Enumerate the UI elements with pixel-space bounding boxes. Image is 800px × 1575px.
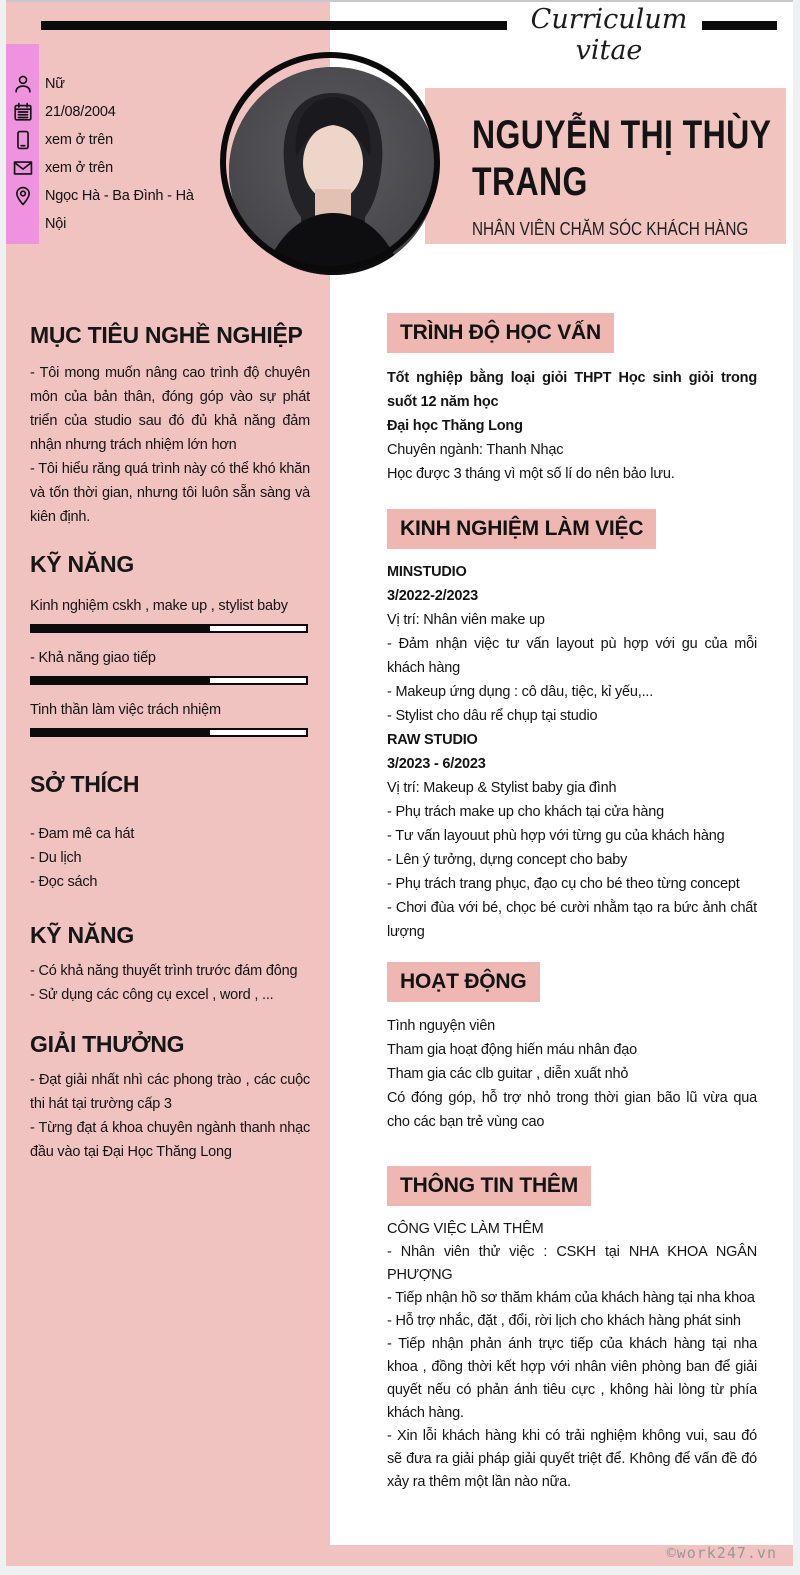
section-heading-objective: MỤC TIÊU NGHỀ NGHIỆP — [30, 322, 303, 348]
contact-address: Ngọc Hà - Ba Đình - Hà Nội — [45, 188, 194, 232]
additional-line: - Tiếp nhận phản ánh trực tiếp của khách hàng tại nha khoa , đồng thời kết hợp với nhân viên phòng ban để giải quyết nếu có phản ánh tiêu cực , không hài lòng từ phía khách hàng. — [387, 1336, 757, 1421]
right-column — [387, 313, 757, 1494]
objective-text — [30, 361, 310, 529]
contact-email: xem ở trên — [45, 160, 113, 176]
person-name-line2: TRANG — [472, 160, 588, 204]
additional-subheading: CÔNG VIỆC LÀM THÊM — [387, 1221, 544, 1237]
contact-row-phone — [6, 126, 236, 154]
activities-section — [387, 1014, 757, 1134]
skill-label: - Khả năng giao tiếp — [30, 650, 156, 666]
experience-period: 3/2022-2/2023 — [387, 588, 478, 604]
skill-bar-fill — [32, 678, 210, 683]
hobby-item: - Đọc sách — [30, 874, 98, 890]
additional-line: - Tiếp nhận hồ sơ thăm khám của khách hàng tại nha khoa — [387, 1290, 755, 1306]
activity-line: Tham gia hoạt động hiến máu nhân đạo — [387, 1042, 637, 1058]
section-heading-experience: KINH NGHIỆM LÀM VIỆC — [387, 509, 656, 549]
skill-bar-fill — [32, 626, 210, 631]
contact-row-gender — [6, 70, 236, 98]
cv-document — [6, 0, 793, 1566]
contact-row-address — [6, 182, 236, 238]
experience-detail: - Tư vấn layouut phù hợp với từng gu của khách hàng — [387, 828, 725, 844]
section-heading-education: TRÌNH ĐỘ HỌC VẤN — [387, 313, 614, 353]
skill-label: Kinh nghiệm cskh , make up , stylist baby — [30, 598, 288, 614]
experience-company: MINSTUDIO — [387, 564, 467, 580]
section-heading-skill-bars: KỸ NĂNG — [30, 551, 134, 577]
education-line: Đại học Thăng Long — [387, 418, 523, 434]
skill-bar — [30, 676, 308, 685]
activity-line: Có đóng góp, hỗ trợ nhỏ trong thời gian bão lũ vừa qua cho các bạn trẻ vùng cao — [387, 1090, 757, 1130]
experience-detail: - Chơi đùa với bé, chọc bé cười nhằm tạo ra bức ảnh chất lượng — [387, 900, 757, 940]
skill-label: Tinh thần làm việc trách nhiệm — [30, 702, 221, 718]
contact-phone: xem ở trên — [45, 132, 113, 148]
experience-detail: Vị trí: Makeup & Stylist baby gia đình — [387, 780, 617, 796]
experience-detail: Vị trí: Nhân viên make up — [387, 612, 545, 628]
hobby-item: - Đam mê ca hát — [30, 826, 135, 842]
experience-detail: - Phụ trách trang phục, đạo cụ cho bé theo từng concept — [387, 876, 740, 892]
cv-script-title: Curriculum vitae — [530, 4, 688, 66]
experience-detail: - Stylist cho dâu rể chụp tại studio — [387, 708, 598, 724]
section-heading-hobbies: SỞ THÍCH — [30, 771, 140, 797]
skill-bar — [30, 728, 308, 737]
additional-line: - Xin lỗi khách hàng khi có trải nghiệm không vui, sau đó sẽ đưa ra giải pháp giải quyết triệt để. Không để vấn đề đó xảy ra thêm một lần nào nữa. — [387, 1428, 757, 1490]
watermark: ©work247.vn — [666, 1544, 777, 1562]
additional-line: - Hỗ trợ nhắc, đặt , đổi, rời lịch cho khách hàng phát sinh — [387, 1313, 741, 1329]
skill-item — [30, 700, 310, 737]
skill-bars-list — [30, 596, 310, 737]
additional-section — [387, 1218, 757, 1494]
objective-paragraph: - Tôi mong muốn nâng cao trình độ chuyên môn của bản thân, đóng góp vào sự phát triển của studio sau đó đủ khả năng đảm nhận nhưng trách nhiệm lớn hơn — [30, 365, 310, 453]
contact-row-email — [6, 154, 236, 182]
contact-gender: Nữ — [45, 76, 65, 92]
skills-list-item: - Sử dụng các công cụ excel , word , ... — [30, 987, 274, 1003]
awards-list — [30, 1068, 310, 1164]
experience-section — [387, 560, 757, 944]
skill-bar — [30, 624, 308, 633]
experience-company: RAW STUDIO — [387, 732, 478, 748]
award-item: - Từng đạt á khoa chuyên ngành thanh nhạc đầu vào tại Đại Học Thăng Long — [30, 1120, 310, 1160]
additional-line: - Nhân viên thử việc : CSKH tại NHA KHOA NGÂN PHƯỢNG — [387, 1244, 757, 1283]
section-heading-skills-list: KỸ NĂNG — [30, 922, 134, 948]
calendar-icon — [6, 98, 39, 126]
skills-list — [30, 959, 310, 1007]
contact-row-birthdate — [6, 98, 236, 126]
photo-ring — [220, 52, 440, 272]
contact-birthdate: 21/08/2004 — [45, 104, 116, 120]
skills-list-item: - Có khả năng thuyết trình trước đám đông — [30, 963, 298, 979]
activity-line: Tình nguyện viên — [387, 1018, 496, 1034]
hobbies-list — [30, 822, 310, 894]
experience-period: 3/2023 - 6/2023 — [387, 756, 486, 772]
activity-line: Tham gia các clb guitar , diễn xuất nhỏ — [387, 1066, 629, 1082]
skill-bar-fill — [32, 730, 210, 735]
section-heading-additional: THÔNG TIN THÊM — [387, 1166, 591, 1206]
education-line: Chuyên ngành: Thanh Nhạc — [387, 442, 564, 458]
education-section — [387, 366, 757, 486]
person-icon — [6, 70, 39, 98]
phone-icon — [6, 126, 39, 154]
name-banner — [425, 88, 786, 244]
experience-detail: - Phụ trách make up cho khách tại cửa hàng — [387, 804, 664, 820]
location-icon — [6, 182, 39, 210]
section-heading-awards: GIẢI THƯỞNG — [30, 1031, 185, 1057]
person-name-line1: NGUYỄN THỊ THÙY — [472, 113, 772, 157]
objective-paragraph: - Tôi hiểu răng quá trình này có thể khó khăn và tốn thời gian, nhưng tôi luôn sẵn sàng và kiên định. — [30, 461, 310, 525]
education-line: Học được 3 tháng vì một số lí do nên bảo lưu. — [387, 466, 675, 482]
experience-detail: - Lên ý tưởng, dựng concept cho baby — [387, 852, 628, 868]
person-job-title: NHÂN VIÊN CHĂM SÓC KHÁCH HÀNG — [472, 219, 749, 239]
header-rule-left — [41, 21, 507, 30]
education-line: Tốt nghiệp bằng loại giỏi THPT Học sinh giỏi trong suốt 12 năm học — [387, 370, 757, 410]
left-column — [30, 305, 310, 1164]
experience-detail: - Makeup ứng dụng : cô dâu, tiệc, kỉ yếu,... — [387, 684, 654, 700]
hobby-item: - Du lịch — [30, 850, 82, 866]
contact-list — [6, 70, 236, 238]
section-heading-activities: HOẠT ĐỘNG — [387, 962, 540, 1002]
award-item: - Đạt giải nhất nhì các phong trào , các cuộc thi hát tại trường cấp 3 — [30, 1072, 310, 1112]
header-rule-right — [702, 21, 777, 30]
skill-item — [30, 596, 310, 633]
skill-item — [30, 648, 310, 685]
mail-icon — [6, 154, 39, 182]
experience-detail: - Đảm nhận việc tư vấn layout pù hợp với gu của mỗi khách hàng — [387, 636, 757, 676]
